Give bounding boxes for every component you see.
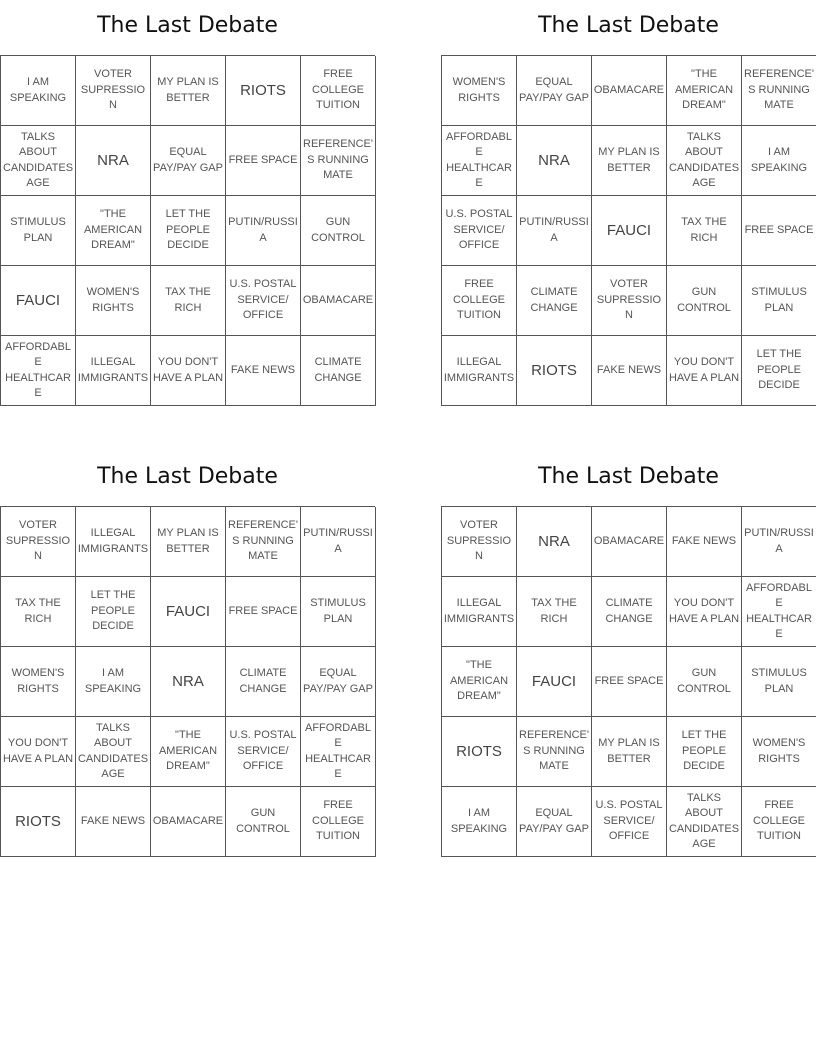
bingo-cell: AFFORDABLE HEALTHCARE bbox=[742, 577, 816, 647]
bingo-cell: TAX THE RICH bbox=[517, 577, 592, 647]
bingo-cell: LET THE PEOPLE DECIDE bbox=[151, 196, 226, 266]
bingo-cell: AFFORDABLE HEALTHCARE bbox=[301, 717, 376, 787]
bingo-cell: VOTER SUPRESSION bbox=[1, 507, 76, 577]
bingo-cell: EQUAL PAY/PAY GAP bbox=[301, 647, 376, 717]
bingo-cell: REFERENCE'S RUNNING MATE bbox=[226, 507, 301, 577]
bingo-cell: AFFORDABLE HEALTHCARE bbox=[1, 336, 76, 406]
bingo-cell: OBAMACARE bbox=[301, 266, 376, 336]
bingo-cell: NRA bbox=[517, 507, 592, 577]
bingo-cell: OBAMACARE bbox=[592, 507, 667, 577]
bingo-cell: RIOTS bbox=[517, 336, 592, 406]
bingo-cell: TALKS ABOUT CANDIDATES AGE bbox=[76, 717, 151, 787]
bingo-cell: FAKE NEWS bbox=[76, 787, 151, 857]
free-space-cell: FREE SPACE bbox=[226, 126, 301, 196]
bingo-cell: REFERENCE'S RUNNING MATE bbox=[742, 56, 816, 126]
bingo-cell: "THE AMERICAN DREAM" bbox=[76, 196, 151, 266]
bingo-cell: FREE COLLEGE TUITION bbox=[301, 787, 376, 857]
bingo-cell: "THE AMERICAN DREAM" bbox=[667, 56, 742, 126]
bingo-cell: U.S. POSTAL SERVICE/ OFFICE bbox=[226, 266, 301, 336]
bingo-cell: U.S. POSTAL SERVICE/ OFFICE bbox=[442, 196, 517, 266]
bingo-cell: NRA bbox=[151, 647, 226, 717]
bingo-cell: MY PLAN IS BETTER bbox=[592, 126, 667, 196]
bingo-cell: I AM SPEAKING bbox=[76, 647, 151, 717]
bingo-cell: FAKE NEWS bbox=[667, 507, 742, 577]
bingo-cell: FAUCI bbox=[1, 266, 76, 336]
bingo-cell: FAUCI bbox=[151, 577, 226, 647]
free-space-cell: FREE SPACE bbox=[226, 577, 301, 647]
bingo-cell: FREE COLLEGE TUITION bbox=[442, 266, 517, 336]
bingo-cell: U.S. POSTAL SERVICE/ OFFICE bbox=[592, 787, 667, 857]
bingo-cell: REFERENCE'S RUNNING MATE bbox=[301, 126, 376, 196]
bingo-cell: FREE COLLEGE TUITION bbox=[742, 787, 816, 857]
bingo-cell: STIMULUS PLAN bbox=[742, 266, 816, 336]
card-title: The Last Debate bbox=[538, 464, 719, 489]
bingo-cell: U.S. POSTAL SERVICE/ OFFICE bbox=[226, 717, 301, 787]
bingo-cell: GUN CONTROL bbox=[301, 196, 376, 266]
bingo-cell: ILLEGAL IMMIGRANTS bbox=[442, 336, 517, 406]
bingo-cell: PUTIN/RUSSIA bbox=[517, 196, 592, 266]
bingo-grid bbox=[441, 55, 816, 406]
bingo-cell: PUTIN/RUSSIA bbox=[742, 507, 816, 577]
bingo-cell: GUN CONTROL bbox=[667, 647, 742, 717]
bingo-grid bbox=[0, 506, 375, 857]
bingo-cell: PUTIN/RUSSIA bbox=[226, 196, 301, 266]
bingo-cell: WOMEN'S RIGHTS bbox=[76, 266, 151, 336]
bingo-cell: CLIMATE CHANGE bbox=[301, 336, 376, 406]
bingo-cell: TAX THE RICH bbox=[151, 266, 226, 336]
bingo-cell: WOMEN'S RIGHTS bbox=[742, 717, 816, 787]
bingo-cell: REFERENCE'S RUNNING MATE bbox=[517, 717, 592, 787]
bingo-cell: RIOTS bbox=[1, 787, 76, 857]
bingo-grid bbox=[0, 55, 375, 406]
bingo-cell: STIMULUS PLAN bbox=[1, 196, 76, 266]
free-space-cell: FREE SPACE bbox=[592, 647, 667, 717]
bingo-cell: TALKS ABOUT CANDIDATES AGE bbox=[667, 787, 742, 857]
bingo-cell: WOMEN'S RIGHTS bbox=[442, 56, 517, 126]
card-title: The Last Debate bbox=[97, 13, 278, 38]
card-title: The Last Debate bbox=[97, 464, 278, 489]
bingo-cell: LET THE PEOPLE DECIDE bbox=[667, 717, 742, 787]
bingo-cell: NRA bbox=[517, 126, 592, 196]
bingo-card-3 bbox=[0, 451, 375, 857]
bingo-cell: TALKS ABOUT CANDIDATES AGE bbox=[1, 126, 76, 196]
bingo-cell: I AM SPEAKING bbox=[742, 126, 816, 196]
bingo-cell: YOU DON'T HAVE A PLAN bbox=[667, 336, 742, 406]
bingo-card-4 bbox=[441, 451, 816, 857]
bingo-cell: FAKE NEWS bbox=[592, 336, 667, 406]
bingo-cell: STIMULUS PLAN bbox=[742, 647, 816, 717]
bingo-grid bbox=[441, 506, 816, 857]
bingo-cell: AFFORDABLE HEALTHCARE bbox=[442, 126, 517, 196]
bingo-cell: RIOTS bbox=[226, 56, 301, 126]
bingo-cell: LET THE PEOPLE DECIDE bbox=[742, 336, 816, 406]
bingo-cell: CLIMATE CHANGE bbox=[592, 577, 667, 647]
bingo-cell: MY PLAN IS BETTER bbox=[151, 507, 226, 577]
bingo-cell: OBAMACARE bbox=[592, 56, 667, 126]
bingo-cell: GUN CONTROL bbox=[226, 787, 301, 857]
bingo-cell: PUTIN/RUSSIA bbox=[301, 507, 376, 577]
bingo-cell: TAX THE RICH bbox=[1, 577, 76, 647]
bingo-cell: GUN CONTROL bbox=[667, 266, 742, 336]
bingo-cell: "THE AMERICAN DREAM" bbox=[151, 717, 226, 787]
bingo-cell: "THE AMERICAN DREAM" bbox=[442, 647, 517, 717]
bingo-cell: ILLEGAL IMMIGRANTS bbox=[76, 336, 151, 406]
bingo-cell: VOTER SUPRESSION bbox=[76, 56, 151, 126]
bingo-cell: CLIMATE CHANGE bbox=[517, 266, 592, 336]
bingo-cell: YOU DON'T HAVE A PLAN bbox=[151, 336, 226, 406]
bingo-cell: LET THE PEOPLE DECIDE bbox=[76, 577, 151, 647]
bingo-cell: MY PLAN IS BETTER bbox=[592, 717, 667, 787]
bingo-cell: I AM SPEAKING bbox=[442, 787, 517, 857]
bingo-cell: ILLEGAL IMMIGRANTS bbox=[76, 507, 151, 577]
bingo-cell: RIOTS bbox=[442, 717, 517, 787]
bingo-cell: TAX THE RICH bbox=[667, 196, 742, 266]
bingo-cell: VOTER SUPRESSION bbox=[442, 507, 517, 577]
bingo-cell: I AM SPEAKING bbox=[1, 56, 76, 126]
bingo-cell: WOMEN'S RIGHTS bbox=[1, 647, 76, 717]
bingo-cell: MY PLAN IS BETTER bbox=[151, 56, 226, 126]
free-space-cell: FREE SPACE bbox=[742, 196, 816, 266]
bingo-cell: STIMULUS PLAN bbox=[301, 577, 376, 647]
bingo-cell: TALKS ABOUT CANDIDATES AGE bbox=[667, 126, 742, 196]
bingo-cell: FAUCI bbox=[592, 196, 667, 266]
bingo-cell: EQUAL PAY/PAY GAP bbox=[151, 126, 226, 196]
bingo-cell: EQUAL PAY/PAY GAP bbox=[517, 787, 592, 857]
bingo-cell: OBAMACARE bbox=[151, 787, 226, 857]
bingo-cell: VOTER SUPRESSION bbox=[592, 266, 667, 336]
bingo-cell: FREE COLLEGE TUITION bbox=[301, 56, 376, 126]
bingo-cell: ILLEGAL IMMIGRANTS bbox=[442, 577, 517, 647]
bingo-card-2 bbox=[441, 0, 816, 406]
bingo-cell: FAUCI bbox=[517, 647, 592, 717]
bingo-cell: FAKE NEWS bbox=[226, 336, 301, 406]
bingo-cell: CLIMATE CHANGE bbox=[226, 647, 301, 717]
bingo-cell: YOU DON'T HAVE A PLAN bbox=[667, 577, 742, 647]
bingo-cell: NRA bbox=[76, 126, 151, 196]
bingo-cell: EQUAL PAY/PAY GAP bbox=[517, 56, 592, 126]
bingo-cell: YOU DON'T HAVE A PLAN bbox=[1, 717, 76, 787]
bingo-card-1 bbox=[0, 0, 375, 406]
card-title: The Last Debate bbox=[538, 13, 719, 38]
